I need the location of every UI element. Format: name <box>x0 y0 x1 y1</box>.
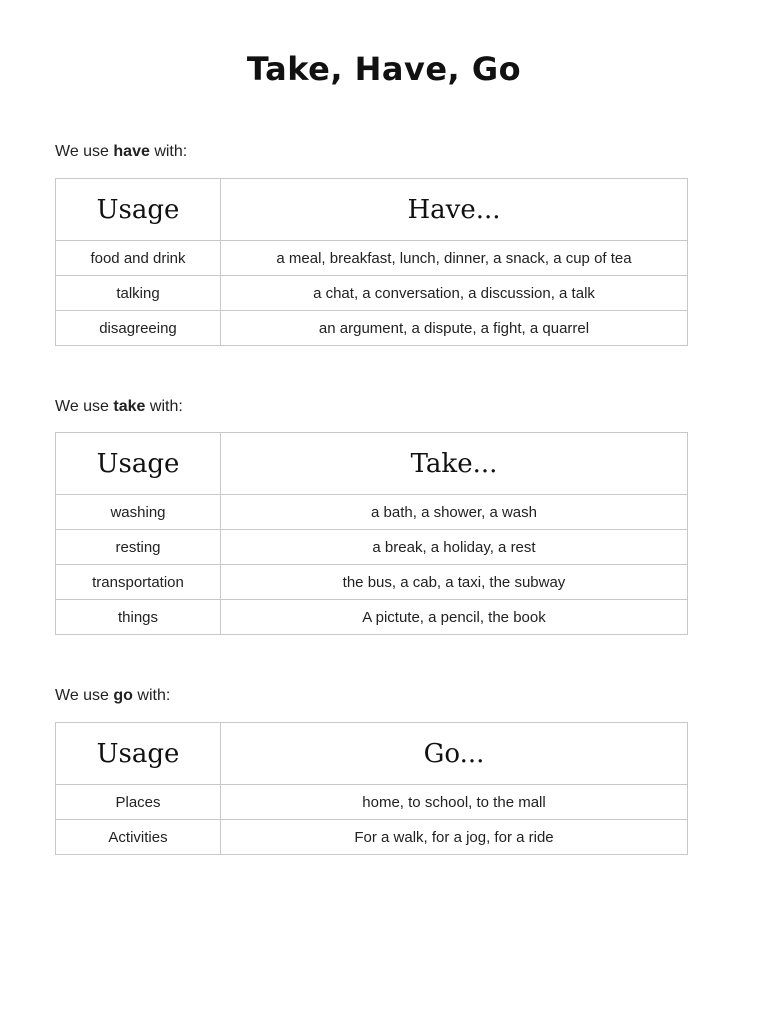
examples-cell: a meal, breakfast, lunch, dinner, a snack, a cup of tea <box>221 241 688 276</box>
table-row <box>56 600 688 635</box>
usage-cell: things <box>56 600 221 635</box>
usage-cell: food and drink <box>56 241 221 276</box>
go-table <box>55 722 688 855</box>
header-verb: Go... <box>221 723 688 785</box>
examples-cell: an argument, a dispute, a fight, a quarrel <box>221 311 688 346</box>
header-verb: Take... <box>221 433 688 495</box>
intro-prefix: We use <box>55 687 114 704</box>
intro-prefix: We use <box>55 143 114 160</box>
usage-cell: Activities <box>56 820 221 855</box>
examples-cell: the bus, a cab, a taxi, the subway <box>221 565 688 600</box>
header-usage: Usage <box>56 723 221 785</box>
usage-cell: washing <box>56 495 221 530</box>
examples-cell: For a walk, for a jog, for a ride <box>221 820 688 855</box>
page-title: Take, Have, Go <box>246 50 522 88</box>
header-usage: Usage <box>56 179 221 241</box>
intro-suffix: with: <box>149 143 188 160</box>
intro-verb: take <box>113 398 146 415</box>
intro-prefix: We use <box>55 398 114 415</box>
examples-cell: A pictute, a pencil, the book <box>221 600 688 635</box>
examples-cell: a chat, a conversation, a discussion, a talk <box>221 276 688 311</box>
table-row <box>56 530 688 565</box>
usage-cell: transportation <box>56 565 221 600</box>
table-header-row <box>56 433 688 495</box>
intro-suffix: with: <box>132 687 171 704</box>
usage-cell: disagreeing <box>56 311 221 346</box>
examples-cell: a break, a holiday, a rest <box>221 530 688 565</box>
header-verb: Have... <box>221 179 688 241</box>
have-table <box>55 178 688 346</box>
usage-cell: resting <box>56 530 221 565</box>
table-row <box>56 565 688 600</box>
take-table <box>55 432 688 635</box>
intro-have <box>55 143 187 161</box>
table-row <box>56 276 688 311</box>
intro-go <box>55 687 170 705</box>
table-row <box>56 311 688 346</box>
table-row <box>56 785 688 820</box>
intro-verb: have <box>113 143 150 160</box>
table-row <box>56 241 688 276</box>
usage-cell: talking <box>56 276 221 311</box>
intro-take <box>55 398 183 416</box>
intro-verb: go <box>113 687 133 704</box>
usage-cell: Places <box>56 785 221 820</box>
examples-cell: a bath, a shower, a wash <box>221 495 688 530</box>
table-row <box>56 495 688 530</box>
examples-cell: home, to school, to the mall <box>221 785 688 820</box>
header-usage: Usage <box>56 433 221 495</box>
table-row <box>56 820 688 855</box>
intro-suffix: with: <box>145 398 183 415</box>
table-header-row <box>56 723 688 785</box>
table-header-row <box>56 179 688 241</box>
